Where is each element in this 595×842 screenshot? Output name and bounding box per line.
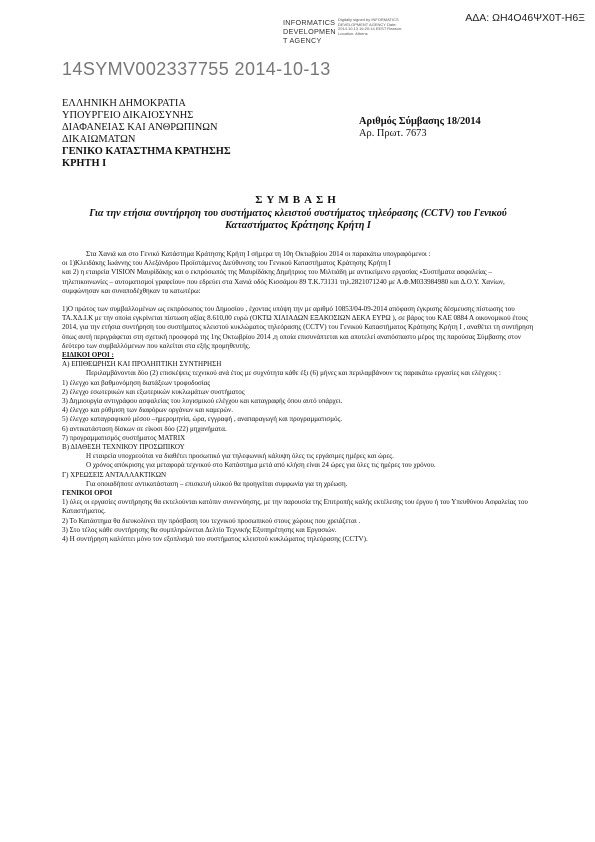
logo-line: DEVELOPMEN xyxy=(283,27,336,36)
party-1: οι 1)Κλειδάκης Ιωάννης του Αλεξάνδρου Προϊστάμενος Διεύθυνσης του Γενικού Καταστήματος Κράτησης Κρήτη Ι xyxy=(62,259,391,268)
logo-line: INFORMATICS xyxy=(283,18,336,27)
authority-line: ΓΕΝΙΚΟ ΚΑΤΑΣΤΗΜΑ ΚΡΑΤΗΣΗΣ xyxy=(62,146,231,157)
check-item: 6) αντικατάσταση δίσκων σε είκοσι δύο (22) μηχανήματα. xyxy=(62,424,227,433)
digital-signature-info: Digitally signed by INFORMATICS DEVELOPMENT AGENCY Date: 2014.10.13 16:20:14 EEST Reason: Location: Athens xyxy=(338,17,403,36)
special-terms-heading: ΕΙΔΙΚΟΙ ΟΡΟΙ : xyxy=(62,351,114,360)
check-item: 3) Δημιουργία αντιγράφου ασφαλείας του λογισμικού ελέγχου και καταγραφής όπου αυτό υπάρχει. xyxy=(62,397,343,406)
authority-line: ΔΙΚΑΙΩΜΑΤΩΝ xyxy=(62,134,136,145)
contract-meta xyxy=(359,116,481,140)
agency-logo xyxy=(283,18,336,45)
protocol-number: Αρ. Πρωτ. 7673 xyxy=(359,128,427,139)
general-term: 4) Η συντήρηση καλύπτει μόνο τον εξοπλισμό του συστήματος κλειστού κυκλώματος τηλεόρασης (CCTV). xyxy=(62,535,368,544)
check-item: 4) έλεγχο και ρύθμιση των διαφόρων οργάνων και καμερών. xyxy=(62,406,233,415)
intro-paragraph: Στα Χανιά και στο Γενικό Κατάστημα Κράτησης Κρήτη Ι σήμερα τη 10η Οκτωβρίου 2014 οι παρακάτω υπογραφόμενοι : xyxy=(86,250,431,258)
ada-code: ΑΔΑ: ΩΗ4Ο46ΨΧ0Τ-Η6Ξ xyxy=(465,12,585,24)
document-title: ΣΥΜΒΑΣΗ xyxy=(255,194,340,206)
section-b-paragraph: Η εταιρεία υποχρεούται να διαθέτει προσωπικό για τηλεφωνική κάλυψη όλες τις εργάσιμες ημέρες και ώρες. xyxy=(86,452,394,461)
authority-line: ΚΡΗΤΗ Ι xyxy=(62,158,107,169)
general-term: 3) Στο τέλος κάθε συντήρησης θα συμπληρώνεται Δελτίο Τεχνικής Εξυπηρέτησης και Εργασιών. xyxy=(62,525,337,534)
section-c-paragraph: Για οποιαδήποτε αντικατάσταση – επισκευή υλικού θα προηγείται συμφωνία για τη χρέωση. xyxy=(86,479,348,488)
section-b-heading: Β) ΔΙΑΘΕΣΗ ΤΕΧΝΙΚΟΥ ΠΡΟΣΩΠΙΚΟΥ xyxy=(62,443,185,452)
section-a-heading: Α) ΕΠΙΘΕΩΡΗΣΗ ΚΑΙ ΠΡΟΛΗΠΤΙΚΗ ΣΥΝΤΗΡΗΣΗ xyxy=(62,360,222,369)
document-subtitle: Για την ετήσια συντήρηση του συστήματος κλειστού συστήματος τηλεόρασης (CCTV) του Γενικού Καταστήματος Κράτησης Κρήτη Ι xyxy=(89,208,507,231)
check-item: 5) έλεγχο καταγραφικού μέσου –ημερομηνία, ώρα, εγγραφή , αναπαραγωγή και προγραμματισμός. xyxy=(62,415,343,424)
contract-body xyxy=(62,250,536,544)
general-term: 2) Το Κατάστημα θα διευκολύνει την πρόσβαση του τεχνικού προσωπικού στους χώρους που χρειάζεται . xyxy=(62,516,361,525)
contract-number: Αριθμός Σύμβασης 18/2014 xyxy=(359,116,481,127)
authority-line: ΥΠΟΥΡΓΕΙΟ ΔΙΚΑΙΟΣΥΝΗΣ xyxy=(62,110,194,121)
general-terms-heading: ΓΕΝΙΚΟΙ ΟΡΟΙ xyxy=(62,489,113,498)
general-term: 1) όλες οι εργασίες συντήρησης θα εκτελούνται κατόπιν συνεννόησης, με την παρουσία της Επιτροπής καλής εκτέλεσης του έργου ή του Υπευθύνου Ασφαλείας του Καταστήματος. xyxy=(62,498,528,516)
check-item: 7) προγραμματισμός συστήματος MATRIX xyxy=(62,433,186,442)
section-c-heading: Γ) ΧΡΕΩΣΕΙΣ ΑΝΤΑΛΛΑΚΤΙΚΩΝ xyxy=(62,470,167,479)
logo-line: T AGENCY xyxy=(283,36,322,45)
check-item: 2) έλεγχο εσωτερικών και εξωτερικών κυκλωμάτων συστήματος xyxy=(62,387,245,396)
check-item: 1) έλεγχο και βαθμονόμηση διατάξεων τροφοδοσίας xyxy=(62,378,211,387)
authority-line: ΕΛΛΗΝΙΚΗ ΔΗΜΟΚΡΑΤΙΑ xyxy=(62,98,186,109)
clause-1: 1)Ο πρώτος των συμβαλλομένων ως εκπρόσωπος του Δημοσίου , έχοντας υπόψη την με αριθμό 10853/04-09-2014 απόφαση έγκρισης δέσμευσης πίστωσης του ΤΑ.ΧΔ.Ι.Κ με την οποία εγκρίνεται πίστωση αξίας 8.610,00 ευρώ (ΟΚΤΩ ΧΙΛΙΑΔΩΝ ΕΞΑΚΟΣΙΩΝ ΔΕΚΑ ΕΥΡΩ ), σε βάρος του ΚΑΕ 0884 Α οικονομικού έτους 2014, για την ετήσια συντήρηση του συστήματος κλειστού κυκλώματος τηλεόρασης (CCTV) του Γενικού Καταστήματος Κράτησης Κρήτη Ι , αναθέτει τη συντήρηση όπως αυτή περιγράφεται στη σχετική προσφορά της 1ης Οκτωβρίου 2014 ,η οποία επισυνάπτεται και αποτελεί αναπόσπαστο μέρος της παρούσας Σύμβασης στον δεύτερο των συμβαλλόμενων που καλείται στα εξής προμηθευτής. xyxy=(62,305,534,350)
authority-line: ΔΙΑΦΑΝΕΙΑΣ ΚΑΙ ΑΝΘΡΩΠΙΝΩΝ xyxy=(62,122,218,133)
section-a-intro: Περιλαμβάνονται δύο (2) επισκέψεις τεχνικού ανά έτος με συχνότητα κάθε έξι (6) μήνες και περιλαμβάνουν τις παρακάτω εργασίες και ελέγχους : xyxy=(86,369,501,378)
party-2: και 2) η εταιρεία VISION Μαυρίδάκης και ο εκπρόσωπός της Μαυρίδάκης Δημήτριος του Μιλτιάδη με αντικείμενο εργασίας «Συστήματα ασφαλείας – τηλεπικοινωνίες – αυτοματισμοί γραφείου» που εδρεύει στα Χανιά οδός Κισσάμου 89 Τ.Κ.73131 τηλ.2821071240 με Α.Φ.Μ033984980 και Δ.Ο.Υ. Χανίων, συμφώνησαν και συναποδέχθηκαν τα κατωτέρω: xyxy=(62,268,505,295)
issuing-authority xyxy=(62,98,292,170)
section-b-paragraph: Ο χρόνος απόκρισης για μεταφορά τεχνικού στο Κατάστημα μετά από κλήση είναι 24 ώρες για όλες τις ημέρες του χρόνου. xyxy=(86,461,436,470)
document-number: 14SYMV002337755 2014-10-13 xyxy=(62,59,331,79)
